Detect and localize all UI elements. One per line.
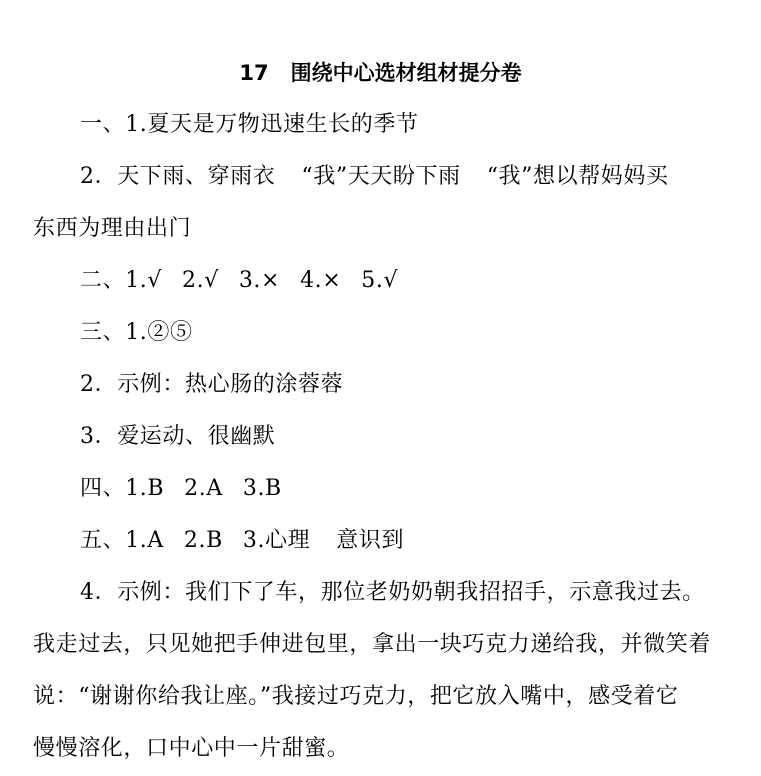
page-title (0, 56, 761, 90)
answer-line-10: 4．示例：我们下了车，那位老奶奶朝我招招手，示意我过去。 (80, 580, 705, 605)
section-two-item: 1.√ (125, 268, 163, 293)
section-five-item: 意识到 (336, 528, 405, 553)
section-two-item: 4.× (300, 268, 342, 293)
section-five-label: 五、 (80, 528, 126, 553)
answer-line-12: 说：“谢谢你给我让座。”我接过巧克力，把它放入嘴中，感受着它 (33, 684, 679, 709)
answer-line-11: 我走过去，只见她把手伸进包里，拿出一块巧克力递给我，并微笑着 (33, 632, 712, 657)
q2-part-c: “我”想以帮妈妈买 (486, 164, 669, 189)
answer-line-5: 三、1.②⑤ (80, 320, 193, 345)
answer-line-8 (80, 472, 282, 506)
answer-line-3: 东西为理由出门 (33, 216, 192, 241)
title-number: 17 (239, 61, 269, 85)
section-two-item: 5.√ (361, 268, 399, 293)
q2-part-a: 2．天下雨、穿雨衣 (80, 164, 276, 189)
section-two-item: 2.√ (182, 268, 219, 293)
section-five-item: 3.心理 (242, 528, 311, 553)
answer-line-9 (80, 524, 404, 558)
q2-part-b: “我”天天盼下雨 (301, 164, 461, 189)
title-text: 围绕中心选材组材提分卷 (290, 61, 522, 85)
answer-line-1: 一、1.夏天是万物迅速生长的季节 (80, 112, 419, 137)
section-two-item: 3.× (238, 268, 281, 293)
section-two-label: 二、 (80, 268, 126, 293)
section-four-label: 四、 (80, 476, 126, 501)
answer-line-7: 3．爱运动、很幽默 (80, 424, 276, 449)
answer-line-13: 慢慢溶化，口中心中一片甜蜜。 (33, 736, 350, 761)
section-four-item: 3.B (242, 476, 282, 501)
section-four-item: 2.A (184, 476, 223, 501)
answer-line-6: 2．示例：热心肠的涂蓉蓉 (80, 372, 344, 397)
section-four-item: 1.B (125, 476, 165, 501)
answer-line-4 (80, 264, 398, 298)
answer-line-2 (80, 160, 669, 194)
section-five-item: 1.A (125, 528, 164, 553)
section-five-item: 2.B (183, 528, 223, 553)
